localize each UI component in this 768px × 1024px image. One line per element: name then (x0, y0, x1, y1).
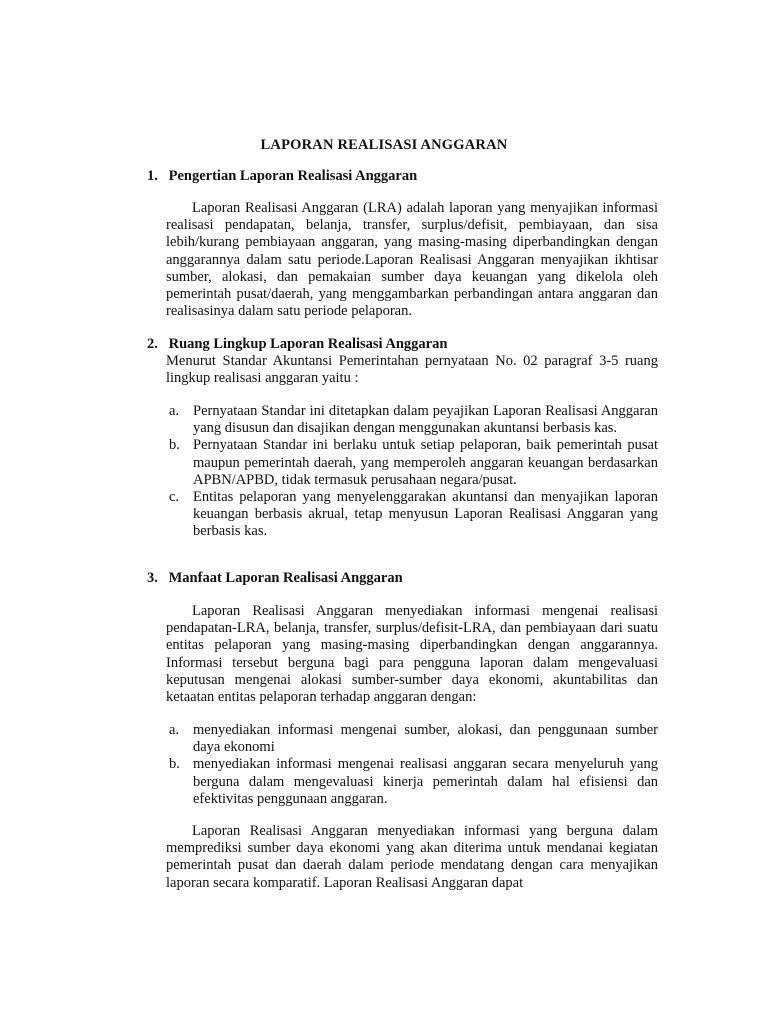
list-item-text: menyediakan informasi mengenai sumber, alokasi, dan penggunaan sumber daya ekonomi (193, 722, 658, 756)
section-1-number: 1. (147, 168, 158, 184)
section-3-paragraph: Laporan Realisasi Anggaran menyediakan informasi mengenai realisasi pendapatan-LRA, belanja, transfer, surplus/defisit-LRA, dan pembiayaan dari suatu entitas pelaporan yang masing-masing diperbandingkan dengan anggarannya. Informasi tersebut berguna bagi para pengguna laporan dalam mengevaluasi keputusan mengenai alokasi sumber-sumber daya ekonomi, akuntabilitas dan ketaatan entitas pelaporan terhadap anggaran dengan: (166, 603, 658, 706)
section-3-title: Manfaat Laporan Realisasi Anggaran (168, 570, 403, 586)
list-item-text: menyediakan informasi mengenai realisasi anggaran secara menyeluruh yang berguna dalam mengevaluasi kinerja pemerintah dalam hal efisiensi dan efektivitas penggunaan anggaran. (193, 756, 658, 807)
list-item-text: Pernyataan Standar ini ditetapkan dalam peyajikan Laporan Realisasi Anggaran yang disusun dan disajikan dengan menggunakan akuntansi berbasis kas. (193, 403, 658, 437)
list-item (166, 437, 658, 489)
list-marker: b. (169, 756, 180, 773)
section-3-heading (147, 570, 403, 587)
list-item (166, 489, 658, 541)
section-3-closing: Laporan Realisasi Anggaran menyediakan informasi yang berguna dalam memprediksi sumber daya ekonomi yang akan diterima untuk mendanai kegiatan pemerintah pusat dan daerah dalam periode mendatang dengan cara menyajikan laporan secara komparatif. Laporan Realisasi Anggaran dapat (166, 823, 658, 891)
section-3-number: 3. (147, 570, 158, 586)
section-2-number: 2. (147, 336, 158, 352)
list-marker: a. (169, 722, 180, 738)
list-item-text: Entitas pelaporan yang menyelenggarakan akuntansi dan menyajikan laporan keuangan berbasis akrual, tetap menyusun Laporan Realisasi Anggaran yang berbasis kas. (193, 489, 658, 540)
section-2-heading (147, 336, 447, 353)
section-2-list (166, 403, 658, 541)
list-marker: c. (169, 489, 180, 506)
list-item (166, 756, 658, 808)
list-item (166, 722, 658, 756)
section-2-intro: Menurut Standar Akuntansi Pemerintahan pernyataan No. 02 paragraf 3-5 ruang lingkup realisasi anggaran yaitu : (166, 353, 658, 387)
section-2-title: Ruang Lingkup Laporan Realisasi Anggaran (168, 336, 448, 352)
section-1-paragraph: Laporan Realisasi Anggaran (LRA) adalah laporan yang menyajikan informasi realisasi pendapatan, belanja, transfer, surplus/defisit, pembiayaan, dan sisa lebih/kurang pembiayaan anggaran, yang masing-masing diperbandingkan dengan anggarannya dalam satu periode.Laporan Realisasi Anggaran menyajikan ikhtisar sumber, alokasi, dan pemakaian sumber daya keuangan yang dikelola oleh pemerintah pusat/daerah, yang menggambarkan perbandingan antara anggaran dan realisasinya dalam satu periode pelaporan. (166, 200, 658, 320)
section-1-title: Pengertian Laporan Realisasi Anggaran (168, 168, 418, 184)
list-item (166, 403, 658, 437)
list-marker: b. (169, 437, 180, 454)
list-item-text: Pernyataan Standar ini berlaku untuk setiap pelaporan, baik pemerintah pusat maupun pemerintah daerah, yang memperoleh anggaran keuangan berdasarkan APBN/APBD, tidak termasuk perusahaan negara/pusat. (193, 437, 658, 488)
section-1-heading (147, 168, 417, 185)
page-title: LAPORAN REALISASI ANGGARAN (260, 137, 508, 153)
list-marker: a. (169, 403, 180, 419)
section-3-list (166, 722, 658, 808)
